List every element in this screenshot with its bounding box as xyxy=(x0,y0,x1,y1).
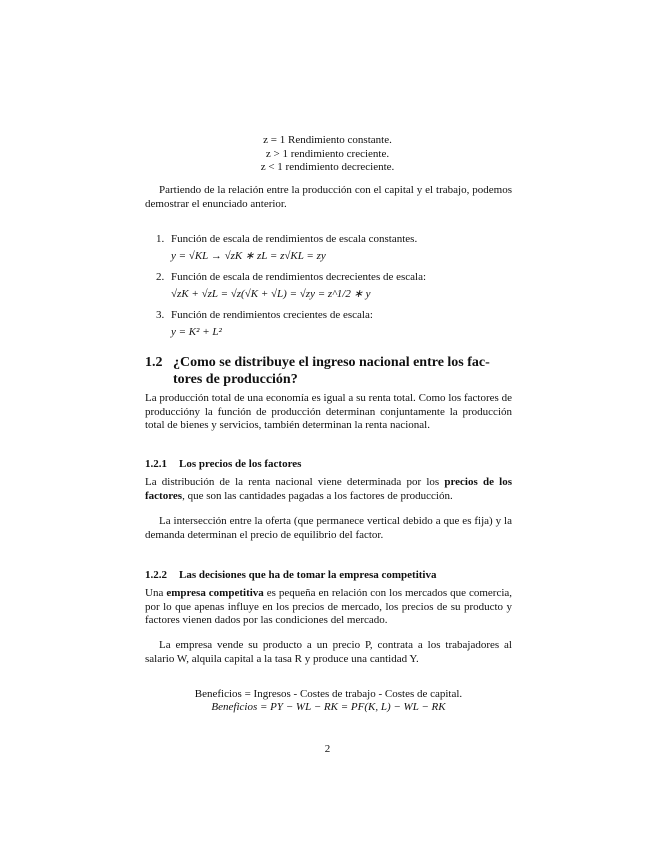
subsection-number: 1.2.2 xyxy=(145,569,167,581)
conditions-block xyxy=(0,134,655,175)
condition-line: z = 1 Rendimiento constante. xyxy=(263,134,392,146)
section-paragraph: La producción total de una economía es igual a su renta total. Como los factores de produccióny la función de producción determinan conjuntamente la producción total de bienes y servicios, también determinan la renta nacional. xyxy=(145,392,512,431)
section-title-line1: ¿Como se distribuye el ingreso nacional entre los fac- xyxy=(173,355,490,370)
subsection-paragraph xyxy=(145,587,512,628)
subsection-paragraph: La intersección entre la oferta (que permanece vertical debido a que es fija) y la demanda determinan el precio de equilibrio del factor. xyxy=(145,515,512,541)
list-item xyxy=(145,271,512,301)
bold-term: precios de los factores xyxy=(145,476,512,502)
list-text: Función de rendimientos crecientes de escala: xyxy=(171,309,373,321)
intro-paragraph: Partiendo de la relación entre la producción con el capital y el trabajo, podemos demostrar el enunciado anterior. xyxy=(145,184,512,210)
condition-line: z > 1 rendimiento creciente. xyxy=(265,147,390,160)
condition-line: z < 1 rendimiento decreciente. xyxy=(260,161,395,173)
list-number: 2. xyxy=(156,271,165,283)
list-item xyxy=(145,309,512,339)
numbered-list xyxy=(145,233,512,339)
page-number: 2 xyxy=(324,743,331,755)
list-formula: √zK + √zL = √z(√K + √L) = √zy = z^1/2 ∗ y xyxy=(171,287,371,300)
section-title-line2: tores de producción? xyxy=(173,372,298,387)
list-number: 3. xyxy=(156,309,165,321)
list-item xyxy=(145,233,512,263)
list-text: Función de escala de rendimientos decrecientes de escala: xyxy=(171,271,427,283)
bold-term: empresa competitiva xyxy=(166,587,264,599)
subsection-paragraph: La empresa vende su producto a un precio P, contrata a los trabajadores al salario W, alquila capital a la tasa R y produce una cantidad Y. xyxy=(145,639,512,665)
list-formula: y = √KL → √zK ∗ zL = z√KL = zy xyxy=(171,249,326,262)
subsection-heading xyxy=(145,458,512,471)
list-formula: y = K² + L² xyxy=(171,325,222,338)
equation: Beneficios = Ingresos - Costes de trabajo - Costes de capital. xyxy=(194,688,463,700)
subsection-number: 1.2.1 xyxy=(145,458,167,470)
text-run: La distribución de la renta nacional viene determinada por los xyxy=(145,476,445,488)
text-run: es pequeña en relación con los mercados que comercia, por lo que apenas influye en los precios de mercado, los precios de su producto y factores vienen dados por las condiciones del mercado. xyxy=(145,587,513,626)
subsection-title: Los precios de los factores xyxy=(179,458,302,470)
subsection-paragraph xyxy=(145,476,512,503)
equation: Beneficios = PY − WL − RK = PF(K, L) − WL − RK xyxy=(211,701,446,713)
list-text: Función de escala de rendimientos de escala constantes. xyxy=(171,233,418,245)
list-number: 1. xyxy=(156,233,165,245)
text-run: Una xyxy=(145,587,167,599)
subsection-heading xyxy=(145,569,512,582)
subsection-title: Las decisiones que ha de tomar la empresa competitiva xyxy=(179,569,437,581)
text-run: , que son las cantidades pagadas a los factores de producción. xyxy=(182,489,453,502)
section-number: 1.2 xyxy=(145,355,163,370)
section-heading xyxy=(145,354,515,388)
